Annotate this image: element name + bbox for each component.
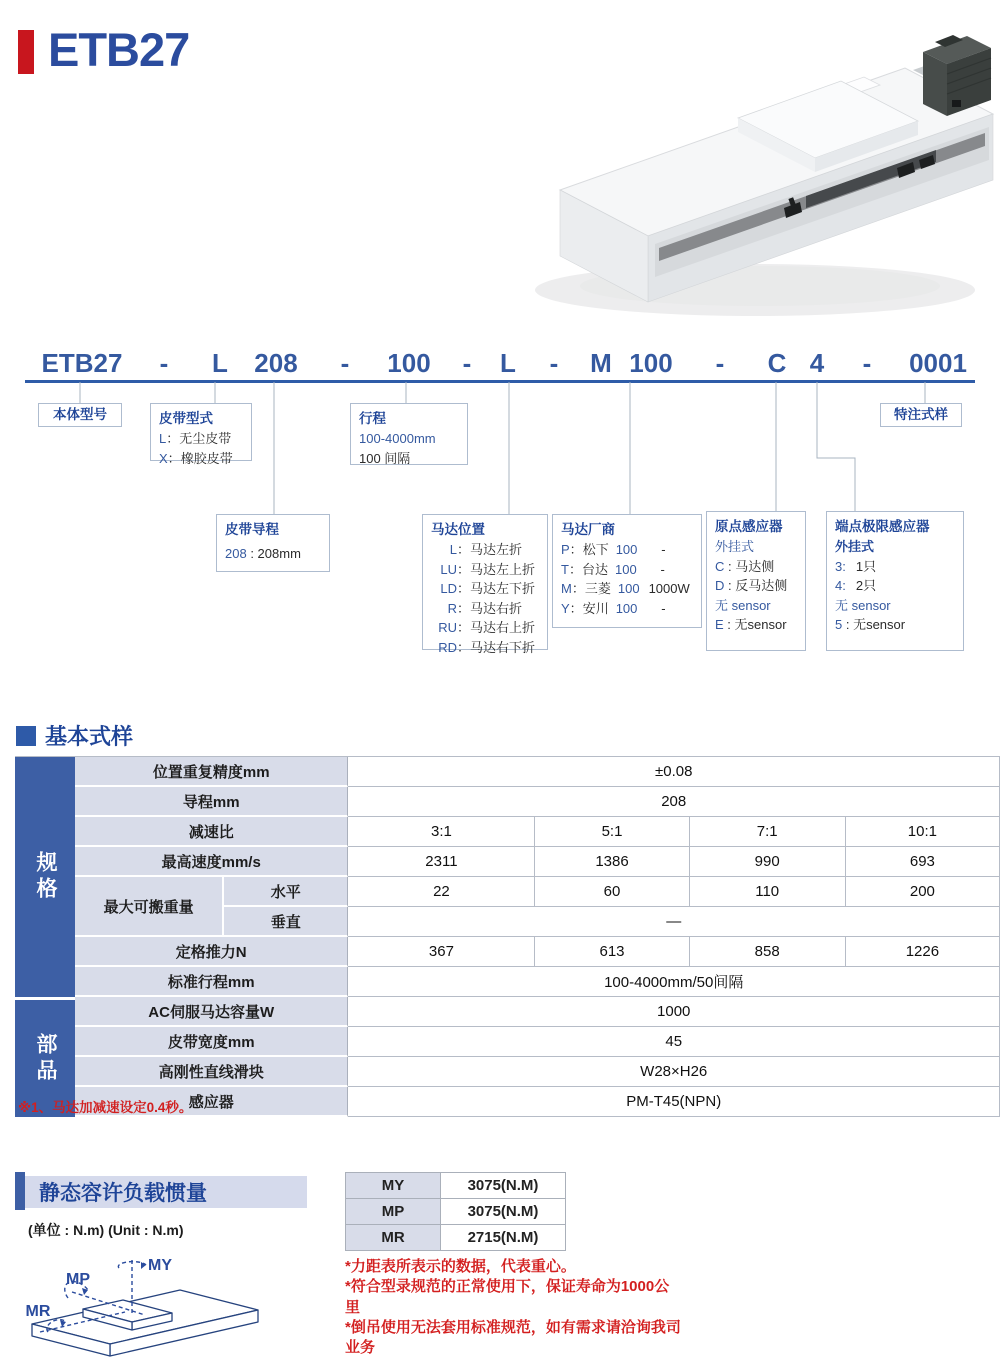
model-token-dash: - [549, 348, 559, 378]
side-band-spec: 规格 [15, 757, 75, 997]
row-label: 减速比 [75, 817, 348, 847]
cell-value: 1226 [846, 937, 1000, 967]
model-token-dash: - [862, 348, 872, 378]
model-token: L [500, 348, 516, 378]
row-label: 标准行程mm [75, 967, 348, 997]
model-token-dash: - [715, 348, 725, 378]
model-token: L [212, 348, 228, 378]
row-label: 导程mm [75, 787, 348, 817]
legend-item: C : 马达侧 [715, 558, 775, 574]
legend-item: LD ： 马达左下折 [440, 581, 536, 597]
moment-table [345, 1172, 566, 1251]
legend-item: 100 间隔 [359, 450, 411, 466]
legend-box-stroke [350, 403, 468, 465]
model-token: ETB27 [41, 348, 123, 378]
row-value: — [348, 907, 1000, 937]
legend-title: 皮带导程 [225, 522, 279, 537]
table-row [15, 937, 1000, 967]
legend-item: 100-4000mm [359, 431, 436, 447]
cell-value: 5:1 [535, 817, 689, 847]
cell-value: 10:1 [846, 817, 1000, 847]
table-row [15, 877, 1000, 907]
moment-axes-diagram [20, 1252, 275, 1359]
legend-title: 马达位置 [431, 522, 485, 537]
legend-item: R ： 马达右折 [447, 600, 523, 616]
row-label: 高刚性直线滑块 [75, 1057, 348, 1087]
page-title: ETB27 [48, 23, 190, 76]
side-band-parts: 部品 [15, 997, 75, 1117]
load-section-notes [345, 1257, 683, 1358]
row-value: W28×H26 [348, 1057, 1000, 1087]
cell-value: 367 [348, 937, 535, 967]
spec-section-header [16, 720, 133, 751]
row-sublabel: 水平 [224, 877, 348, 907]
legend-box-belt-type [150, 403, 252, 466]
spec-footnote: ※1、马达加减速设定0.4秒。 [18, 1100, 193, 1115]
cell-value: 858 [690, 937, 846, 967]
legend-item: 5 : 无sensor [835, 617, 906, 633]
model-token-dash: - [159, 348, 169, 378]
legend-item: L ： 马达左折 [449, 542, 523, 558]
row-label: 定格推力N [75, 937, 348, 967]
model-token: 100 [629, 348, 673, 378]
section-square-icon [16, 726, 36, 746]
legend-title: 端点极限感应器 [835, 519, 930, 534]
row-label: 最大可搬重量 [75, 877, 224, 937]
cell-value: 3:1 [348, 817, 535, 847]
note-line: *符合型录规范的正常使用下，保证寿命为1000公里 [345, 1278, 670, 1316]
row-label: 皮带宽度mm [75, 1027, 348, 1057]
legend-box-belt-lead [216, 514, 330, 572]
spec-table [15, 756, 1000, 1117]
moment-label: MP [346, 1199, 441, 1225]
spec-section-title: 基本式样 [45, 724, 134, 749]
table-row [15, 967, 1000, 997]
row-label: 位置重复精度mm [75, 757, 348, 787]
legend-subtitle: 外挂式 [715, 539, 755, 555]
legend-title: 马达厂商 [561, 522, 615, 537]
cell-value: 7:1 [690, 817, 846, 847]
legend-subtitle: 外挂式 [835, 539, 875, 555]
legend-title: 特注式样 [894, 406, 948, 422]
table-row [15, 1027, 1000, 1057]
row-value: 100-4000mm/50间隔 [348, 967, 1000, 997]
moment-value: 3075(N.M) [441, 1199, 566, 1225]
legend-title: 行程 [359, 411, 386, 426]
legend-item: P ： 松下 100 - [561, 542, 666, 558]
legend-item: X ： 橡胶皮带 [159, 450, 233, 466]
legend-item: RD ： 马达右下折 [438, 639, 536, 655]
legend-item: LU ： 马达左上折 [440, 561, 536, 577]
legend-item: RU ： 马达右上折 [438, 620, 536, 636]
legend-item: 208 : 208mm [225, 546, 301, 562]
section-bar-icon [15, 1172, 25, 1210]
cell-value: 110 [690, 877, 846, 907]
row-value: 1000 [348, 997, 1000, 1027]
table-row [346, 1225, 566, 1251]
legend-item: T ： 台达 100 - [561, 561, 665, 577]
legend-title: 原点感应器 [715, 519, 783, 534]
legend-box-motor-vendor [552, 514, 702, 628]
product-image [505, 22, 995, 334]
model-token-dash: - [340, 348, 350, 378]
row-value: ±0.08 [348, 757, 1000, 787]
axis-label-mp: MP [66, 1271, 90, 1288]
legend-item: 无 sensor [715, 597, 771, 613]
model-token: 100 [387, 348, 431, 378]
row-label: 最高速度mm/s [75, 847, 348, 877]
table-row [15, 847, 1000, 877]
legend-item: L ： 无尘皮带 [159, 431, 232, 447]
cell-value: 22 [348, 877, 535, 907]
model-token-dash: - [462, 348, 472, 378]
legend-box-body-model [38, 403, 122, 427]
cell-value: 1386 [535, 847, 689, 877]
legend-item: E : 无sensor [715, 617, 787, 633]
model-token: 0001 [909, 348, 967, 378]
legend-box-origin-sensor [706, 511, 806, 651]
legend-box-motor-position [422, 514, 548, 655]
moment-label: MR [346, 1225, 441, 1251]
legend-box-limit-sensor [826, 511, 964, 651]
unit-note: (单位 : N.m) (Unit : N.m) [28, 1222, 184, 1238]
row-value: 45 [348, 1027, 1000, 1057]
load-section-title: 静态容许负载惯量 [39, 1182, 207, 1205]
row-value: 208 [348, 787, 1000, 817]
axis-label-mr: MR [25, 1303, 51, 1320]
table-row [15, 1057, 1000, 1087]
table-row [15, 997, 1000, 1027]
moment-value: 3075(N.M) [441, 1173, 566, 1199]
model-token: M [590, 348, 612, 378]
table-row [346, 1173, 566, 1199]
cell-value: 2311 [348, 847, 535, 877]
row-label: AC伺服马达容量W [75, 997, 348, 1027]
legend-box-special [880, 403, 962, 427]
table-row [15, 787, 1000, 817]
cell-value: 990 [690, 847, 846, 877]
legend-item: 3: 1只 [835, 558, 877, 574]
load-section-header [15, 1176, 307, 1208]
note-line: *倒吊使用无法套用标准规范，如有需求请洽询我司业务 [345, 1318, 681, 1356]
model-token: 208 [254, 348, 298, 378]
table-row [15, 817, 1000, 847]
cell-value: 60 [535, 877, 689, 907]
model-token: 4 [809, 348, 825, 378]
legend-item: 4: 2只 [835, 578, 877, 594]
model-token: C [767, 348, 787, 378]
legend-item: M ： 三菱 100 1000W [561, 581, 690, 597]
cell-value: 200 [846, 877, 1000, 907]
cell-value: 693 [846, 847, 1000, 877]
row-value: PM-T45(NPN) [348, 1087, 1000, 1117]
row-label: 感应器 [75, 1087, 348, 1117]
legend-item: D : 反马达侧 [715, 578, 788, 594]
moment-value: 2715(N.M) [441, 1225, 566, 1251]
title-accent-bar [18, 30, 34, 74]
note-line: *力距表所表示的数据，代表重心。 [345, 1258, 576, 1275]
legend-title: 皮带型式 [159, 411, 213, 426]
row-sublabel: 垂直 [224, 907, 348, 937]
legend-item: 无 sensor [835, 597, 891, 613]
legend-title: 本体型号 [53, 406, 107, 422]
table-row [346, 1199, 566, 1225]
axis-label-my: MY [148, 1257, 172, 1274]
legend-item: Y ： 安川 100 - [561, 600, 666, 616]
moment-label: MY [346, 1173, 441, 1199]
cell-value: 613 [535, 937, 689, 967]
table-row [15, 757, 1000, 787]
